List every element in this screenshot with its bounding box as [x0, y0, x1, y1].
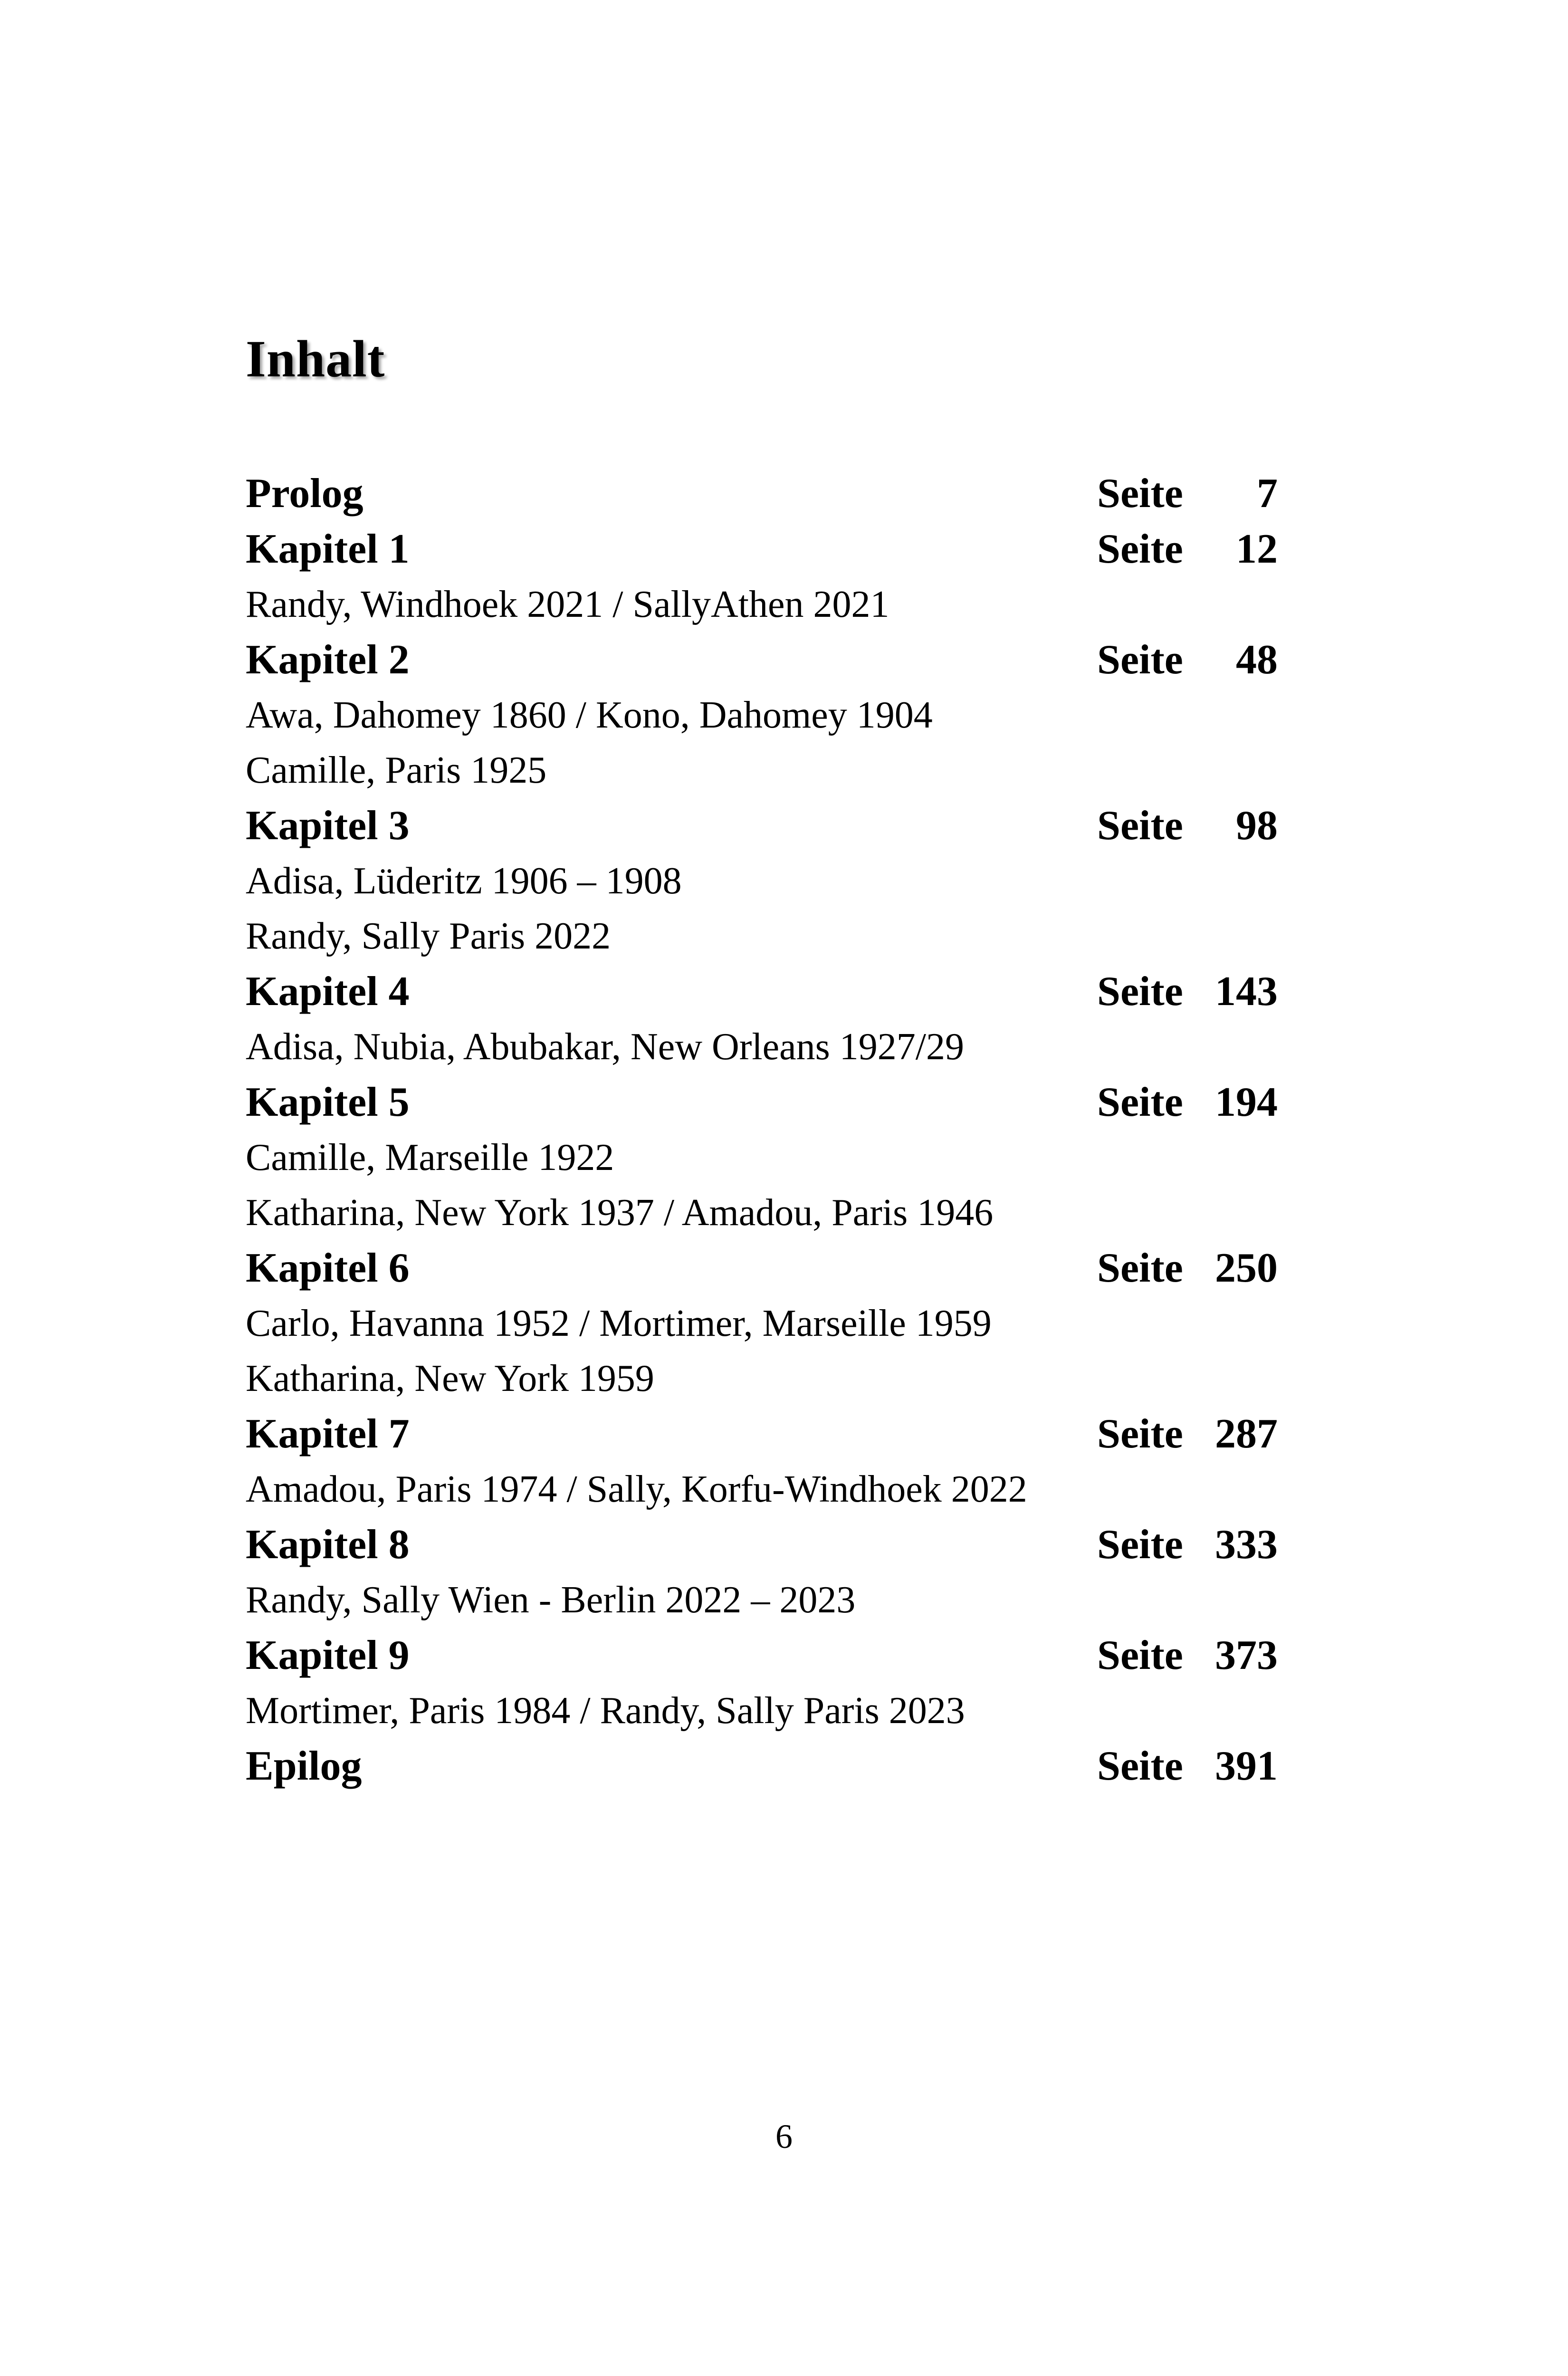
toc-subtitle-text: Adisa, Lüderitz 1906 – 1908 — [246, 860, 682, 902]
toc-entry-title: Kapitel 7 — [246, 1411, 410, 1457]
toc-entry-title: Kapitel 5 — [246, 1079, 410, 1125]
toc-subtitle — [246, 743, 1278, 798]
toc-entry-page-number: 12 — [1236, 526, 1278, 572]
toc-entry-page-number: 194 — [1215, 1079, 1278, 1125]
page-number: 6 — [775, 2117, 793, 2156]
toc-entry — [246, 1738, 1278, 1794]
toc-entry-page-number: 143 — [1215, 968, 1278, 1015]
toc-entry — [246, 521, 1278, 577]
toc-entry-page-number: 391 — [1215, 1743, 1278, 1789]
toc-entry-seite-label: Seite — [1097, 1522, 1183, 1568]
toc-subtitle-text: Amadou, Paris 1974 / Sally, Korfu-Windhoek 2022 — [246, 1468, 1027, 1510]
toc-entry-title: Kapitel 3 — [246, 803, 410, 849]
toc-subtitle — [246, 1130, 1278, 1185]
toc-entry-page-number: 98 — [1236, 803, 1278, 849]
toc-entry-seite-label: Seite — [1097, 470, 1183, 517]
toc-entry-seite-label: Seite — [1097, 1743, 1183, 1789]
toc-subtitle-text: Adisa, Nubia, Abubakar, New Orleans 1927/29 — [246, 1026, 965, 1068]
toc-subtitle-text: Randy, Windhoek 2021 / SallyAthen 2021 — [246, 584, 889, 625]
toc-subtitle — [246, 1185, 1278, 1240]
toc-entry-page-number: 333 — [1215, 1522, 1278, 1568]
toc-subtitle — [246, 1462, 1278, 1517]
toc-entry — [246, 798, 1278, 853]
toc-entry-title: Kapitel 2 — [246, 637, 410, 683]
toc-subtitle — [246, 909, 1278, 964]
toc-subtitle-text: Awa, Dahomey 1860 / Kono, Dahomey 1904 — [246, 694, 933, 736]
toc-entry-page-number: 373 — [1215, 1632, 1278, 1678]
toc-subtitle — [246, 688, 1278, 743]
toc-subtitle — [246, 1683, 1278, 1738]
toc-entry-title: Kapitel 4 — [246, 968, 410, 1015]
toc-entry-title: Kapitel 6 — [246, 1245, 410, 1291]
toc-subtitle-text: Mortimer, Paris 1984 / Randy, Sally Paris 2023 — [246, 1690, 965, 1732]
toc-entry-title: Epilog — [246, 1743, 362, 1789]
toc-entry — [246, 1074, 1278, 1130]
toc-entry — [246, 632, 1278, 688]
toc-entry-seite-label: Seite — [1097, 637, 1183, 683]
toc-entry-title: Kapitel 8 — [246, 1522, 410, 1568]
toc-subtitle — [246, 853, 1278, 909]
toc-entry-seite-label: Seite — [1097, 803, 1183, 849]
toc-entry-title: Kapitel 1 — [246, 526, 410, 572]
toc-entry-title: Kapitel 9 — [246, 1632, 410, 1678]
toc-entry-seite-label: Seite — [1097, 1411, 1183, 1457]
toc-subtitle — [246, 577, 1278, 632]
toc-entry — [246, 1517, 1278, 1572]
toc-entry-seite-label: Seite — [1097, 1079, 1183, 1125]
toc-subtitle — [246, 1351, 1278, 1406]
toc-entry-page-number: 7 — [1257, 470, 1278, 517]
toc-entry-seite-label: Seite — [1097, 526, 1183, 572]
toc-entry — [246, 1406, 1278, 1462]
toc-entry — [246, 1628, 1278, 1683]
toc-subtitle-text: Katharina, New York 1959 — [246, 1358, 654, 1399]
toc-entry-page-number: 250 — [1215, 1245, 1278, 1291]
toc-entry-seite-label: Seite — [1097, 1245, 1183, 1291]
page-title: Inhalt — [246, 330, 385, 388]
toc-subtitle-text: Camille, Marseille 1922 — [246, 1137, 614, 1178]
toc-subtitle — [246, 1019, 1278, 1074]
toc-entry — [246, 1240, 1278, 1296]
toc-subtitle — [246, 1296, 1278, 1351]
toc-entry — [246, 466, 1278, 521]
toc-subtitle-text: Camille, Paris 1925 — [246, 749, 547, 791]
toc-entry-seite-label: Seite — [1097, 1632, 1183, 1678]
toc-subtitle-text: Carlo, Havanna 1952 / Mortimer, Marseille 1959 — [246, 1303, 992, 1344]
toc-entry-title: Prolog — [246, 470, 363, 517]
toc-subtitle-text: Randy, Sally Paris 2022 — [246, 915, 611, 957]
toc-entry — [246, 964, 1278, 1019]
toc-entry-seite-label: Seite — [1097, 968, 1183, 1015]
toc-entry-page-number: 287 — [1215, 1411, 1278, 1457]
toc-subtitle-text: Katharina, New York 1937 / Amadou, Paris 1946 — [246, 1192, 994, 1234]
toc-subtitle — [246, 1572, 1278, 1628]
toc-entry-page-number: 48 — [1236, 637, 1278, 683]
table-of-contents — [246, 466, 1278, 1794]
toc-subtitle-text: Randy, Sally Wien - Berlin 2022 – 2023 — [246, 1579, 856, 1621]
